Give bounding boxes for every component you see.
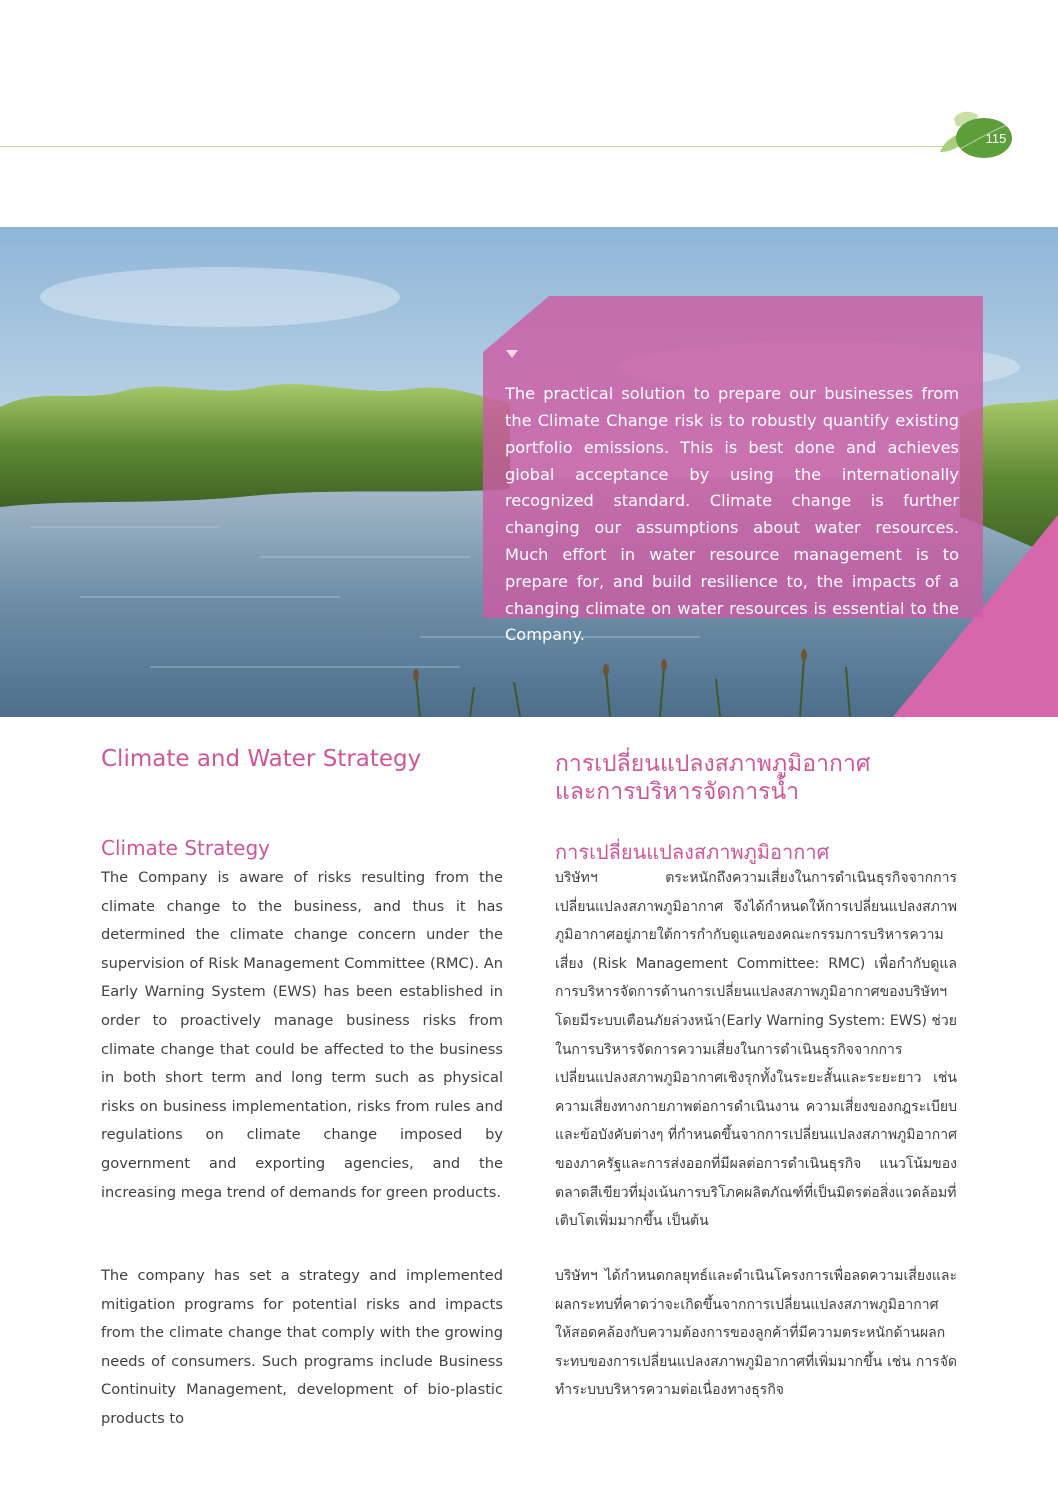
english-title: Climate and Water Strategy xyxy=(101,746,422,772)
english-paragraph-1: The Company is aware of risks resulting from the climate change to the business, and thus it has determined the climate change concern under the supervision of Risk Management Committee (RMC). An Early Warning System (EWS) has been established in order to proactively manage business risks from climate change that could be affected to the business in both short term and long term such as physical risks on business implementation, risks from rules and regulations on climate change imposed by government and exporting agencies, and the increasing mega trend of demands for green products. xyxy=(101,869,503,1201)
english-subtitle: Climate Strategy xyxy=(101,836,271,860)
thai-paragraph-1: บริษัทฯ ตระหนักถึงความเสี่ยงในการดำเนินธุรกิจจากการเปลี่ยนแปลงสภาพภูมิอากาศ จึงได้กำหนดให้การเปลี่ยนแปลงสภาพภูมิอากาศอยู่ภายใต้การกำกับดูแลของคณะกรรมการบริหารความเสี่ยง (Risk Management Committee: RMC) เพื่อกำกับดูแลการบริหารจัดการด้านการเปลี่ยนแปลงสภาพภูมิอากาศของบริษัทฯ โดยมีระบบเตือนภัยล่วงหน้า(Early Warning System: EWS) ช่วยในการบริหารจัดการความเสี่ยงในการดำเนินธุรกิจจากการเปลี่ยนแปลงสภาพภูมิอากาศเชิงรุกทั้งในระยะสั้นและระยะยาว เช่น ความเสี่ยงทางกายภาพต่อการดำเนินงาน ความเสี่ยงของกฎระเบียบและข้อบังคับต่างๆ ที่กำหนดขึ้นจากการเปลี่ยนแปลงสภาพภูมิอากาศของภาครัฐและการส่งออกที่มีผลต่อการดำเนินธุรกิจ แนวโน้มของตลาดสีเขียวที่มุ่งเน้นการบริโภคผลิตภัณฑ์ที่เป็นมิตรต่อสิ่งแวดล้อมที่เติบโตเพิ่มมากขึ้น เป็นต้น xyxy=(555,870,957,1230)
hero-quote: The practical solution to prepare our businesses from the Climate Change risk is to robustly quantify existing portfolio emissions. This is best done and achieves global acceptance by using the internationally recognized standard. Climate change is further changing our assumptions about water resources. Much effort in water resource management is to prepare for, and build resilience to, the impacts of a changing climate on water resources is essential to the Company. xyxy=(505,384,959,645)
thai-title-line-2: และการบริหารจัดการน้ำ xyxy=(555,779,800,805)
thai-paragraph-2: บริษัทฯ ได้กำหนดกลยุทธ์และดำเนินโครงการเพื่อลดความเสี่ยงและผลกระทบที่คาดว่าจะเกิดขึ้นจากการเปลี่ยนแปลงสภาพภูมิอากาศ ให้สอดคล้องกับความต้องการของลูกค้าที่มีความตระหนักด้านผลกระทบของการเปลี่ยนแปลงสภาพภูมิอากาศที่เพิ่มมากขึ้น เช่น การจัดทำระบบบริหารความต่อเนื่องทางธุรกิจ xyxy=(555,1268,957,1399)
thai-subtitle: การเปลี่ยนแปลงสภาพภูมิอากาศ xyxy=(555,840,830,864)
english-paragraph-2: The company has set a strategy and implemented mitigation programs for potential risks and impacts from the climate change that comply with the growing needs of consumers. Such programs include Business Continuity Management, development of bio-plastic products to xyxy=(101,1267,503,1427)
triangle-marker-icon xyxy=(506,350,518,358)
page-number-badge xyxy=(936,108,1016,164)
page-number: 115 xyxy=(985,131,1007,146)
header-rule xyxy=(0,146,965,147)
thai-title-line-1: การเปลี่ยนแปลงสภาพภูมิอากาศ xyxy=(555,751,871,777)
